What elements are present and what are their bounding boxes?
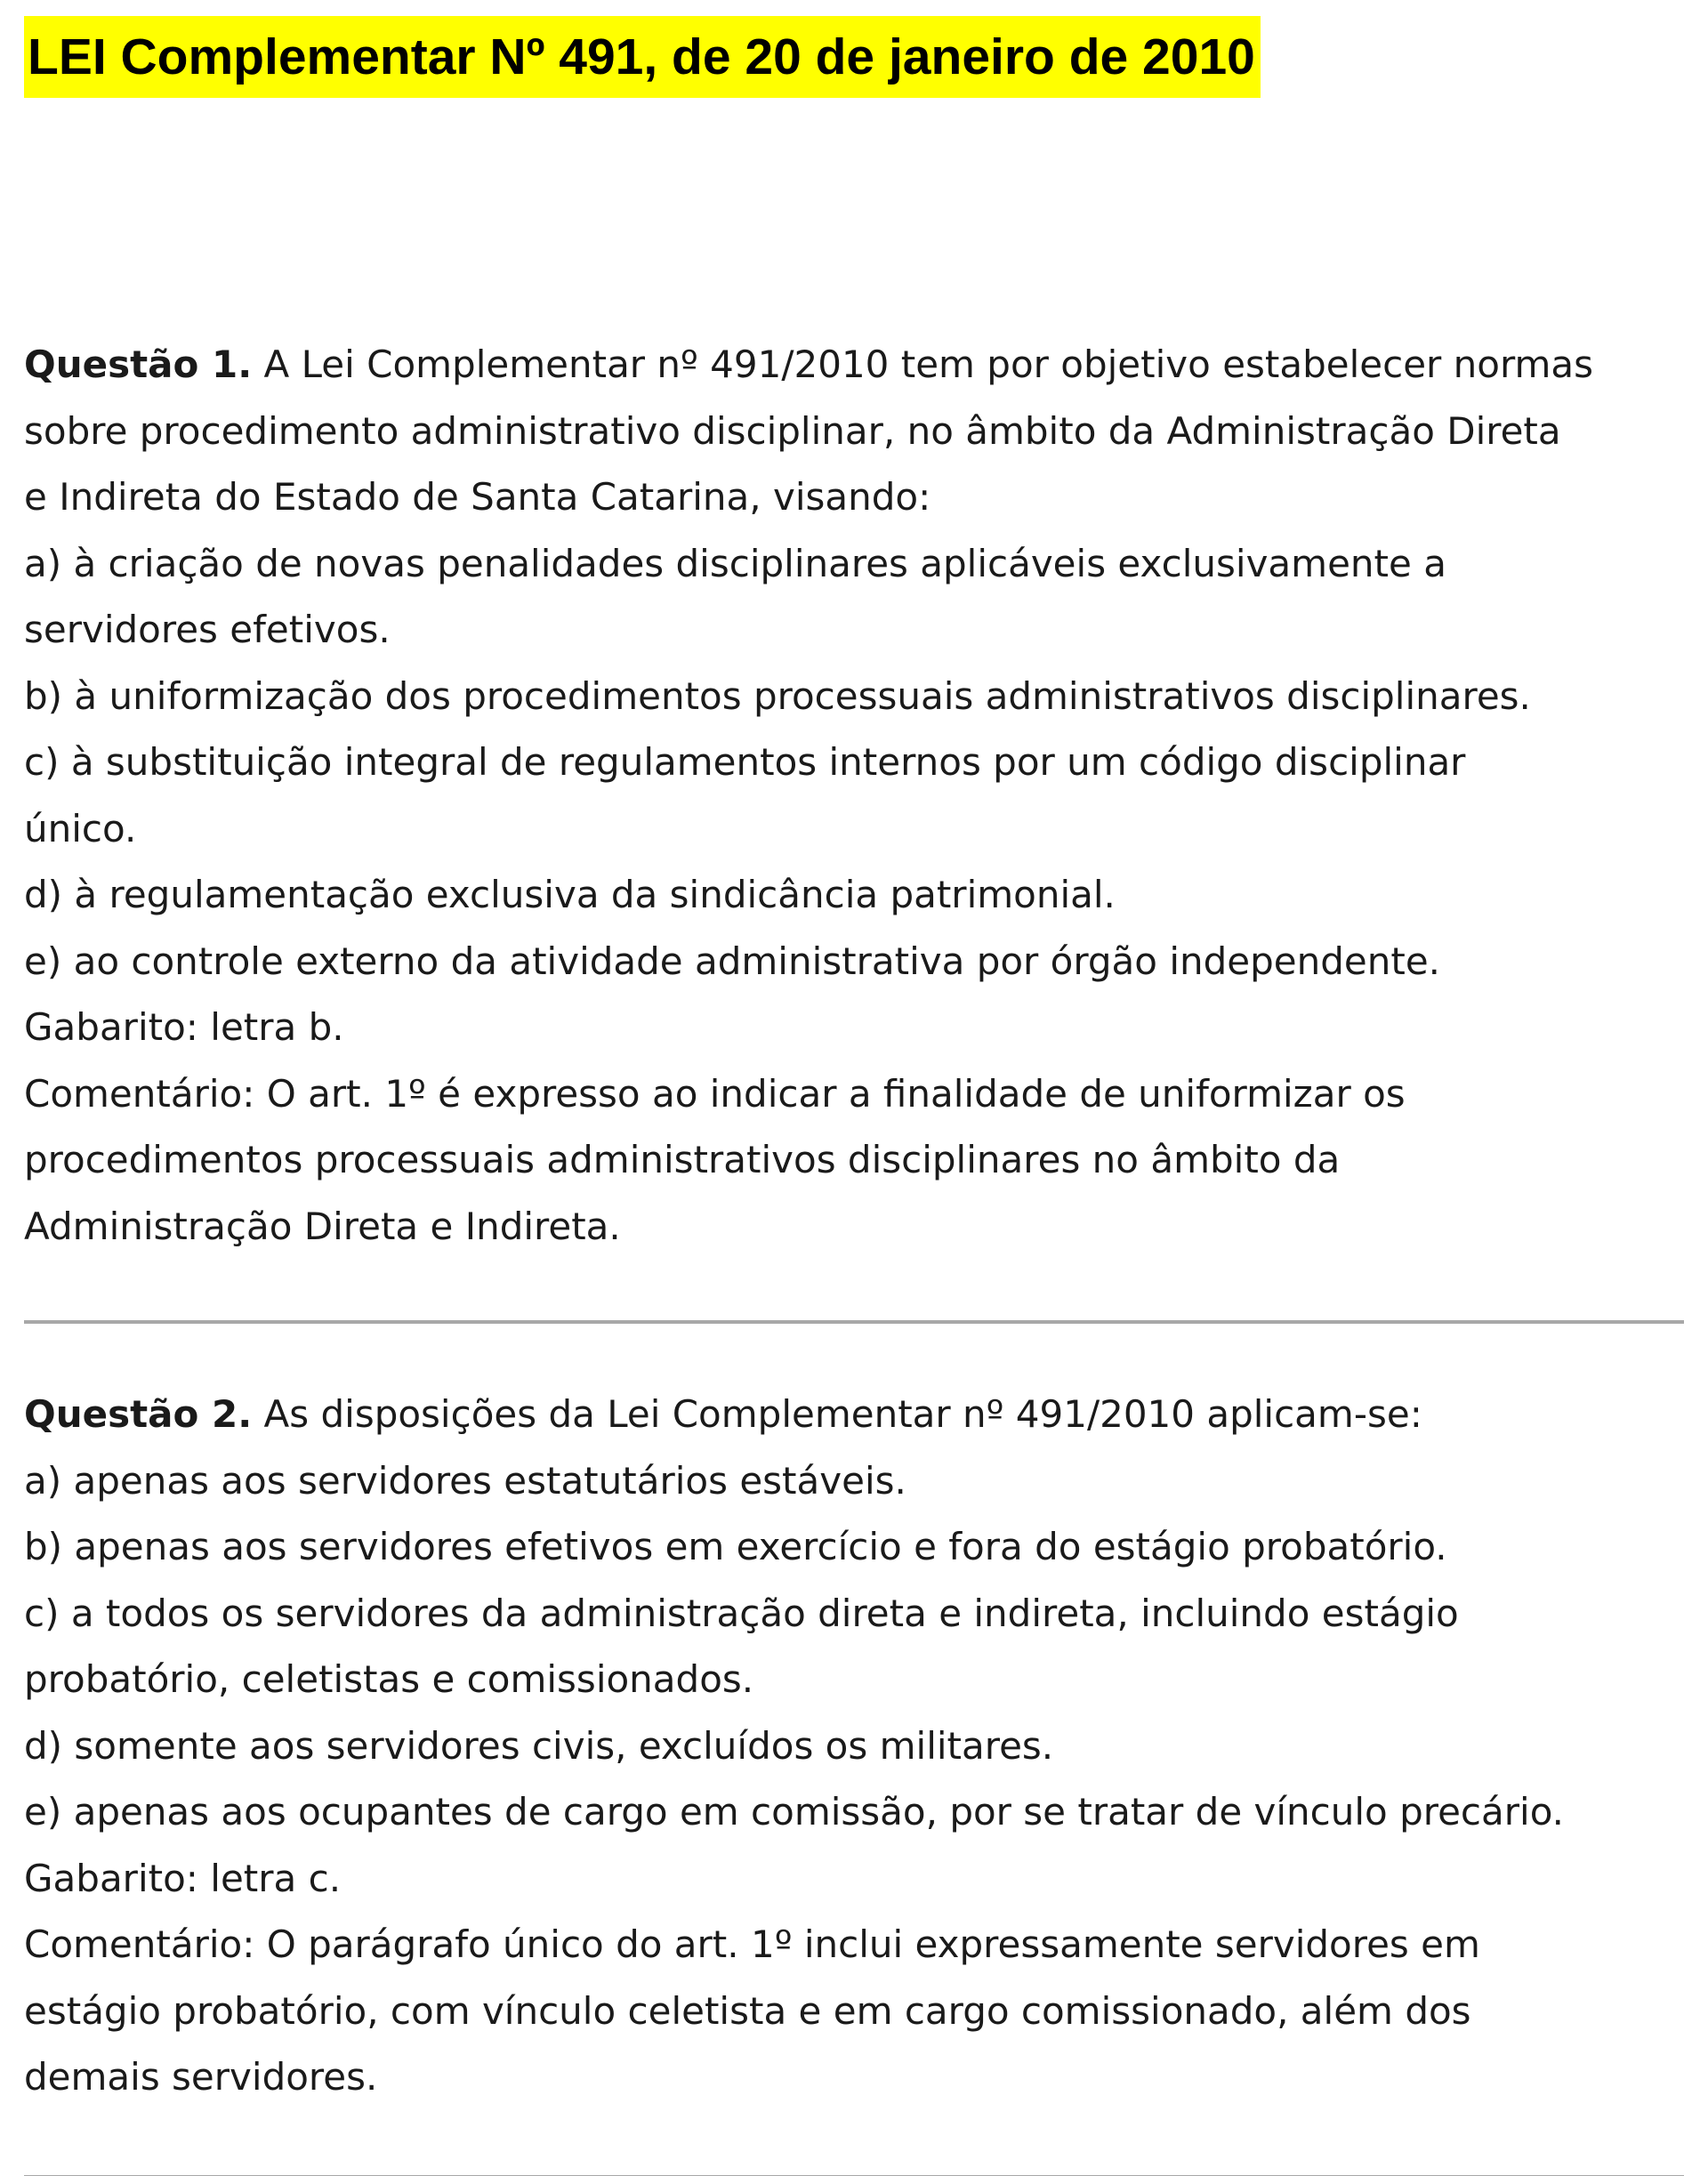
option-d: d) somente aos servidores civis, excluídos os militares. <box>24 1723 1054 1768</box>
option-d: d) à regulamentação exclusiva da sindicância patrimonial. <box>24 873 1116 916</box>
comment-continued: estágio probatório, com vínculo celetista e em cargo comissionado, além dos <box>24 1988 1471 2033</box>
option-c: c) a todos os servidores da administração direta e indireta, incluindo estágio <box>24 1591 1459 1635</box>
question-stem-text: sobre procedimento administrativo disciplinar, no âmbito da Administração Direta <box>24 408 1561 453</box>
comment-continued: demais servidores. <box>24 2055 378 2099</box>
answer-key: Gabarito: letra b. <box>24 1005 344 1049</box>
option-c: c) à substituição integral de regulamentos internos por um código disciplinar <box>24 740 1466 784</box>
option-c-continued: único. <box>24 806 137 850</box>
comment: Comentário: O art. 1º é expresso ao indicar a finalidade de uniformizar os <box>24 1071 1406 1116</box>
comment-continued: Administração Direta e Indireta. <box>24 1204 621 1248</box>
option-e: e) apenas aos ocupantes de cargo em comissão, por se tratar de vínculo precário. <box>24 1790 1565 1833</box>
option-a: a) à criação de novas penalidades disciplinares aplicáveis exclusivamente a <box>24 541 1446 585</box>
comment-continued: procedimentos processuais administrativos disciplinares no âmbito da <box>24 1138 1341 1181</box>
question-2 <box>24 1382 1684 2111</box>
question-label: Questão 1. <box>24 343 253 386</box>
question-stem <box>24 1382 1684 1448</box>
document-page <box>24 16 1684 2099</box>
question-stem-text: A Lei Complementar nº 491/2010 tem por objetivo estabelecer normas <box>252 343 1594 386</box>
question-stem-text: As disposições da Lei Complementar nº 491/2010 aplicam-se: <box>252 1392 1422 1436</box>
answer-key: Gabarito: letra c. <box>24 1856 342 1900</box>
option-e: e) ao controle externo da atividade administrativa por órgão independente. <box>24 939 1441 983</box>
document-title: LEI Complementar Nº 491, de 20 de janeiro de 2010 <box>24 16 1261 98</box>
question-stem-text: e Indireta do Estado de Santa Catarina, visando: <box>24 475 931 519</box>
option-b: b) à uniformização dos procedimentos processuais administrativos disciplinares. <box>24 673 1531 718</box>
option-a: a) apenas aos servidores estatutários estáveis. <box>24 1458 906 1503</box>
question-1 <box>24 332 1684 1260</box>
option-c-continued: probatório, celetistas e comissionados. <box>24 1657 754 1701</box>
section-divider <box>24 1320 1684 1324</box>
option-b: b) apenas aos servidores efetivos em exercício e fora do estágio probatório. <box>24 1525 1447 1568</box>
question-stem <box>24 332 1684 399</box>
comment: Comentário: O parágrafo único do art. 1º inclui expressamente servidores em <box>24 1922 1480 1966</box>
option-a-continued: servidores efetivos. <box>24 608 391 651</box>
question-label: Questão 2. <box>24 1392 253 1436</box>
